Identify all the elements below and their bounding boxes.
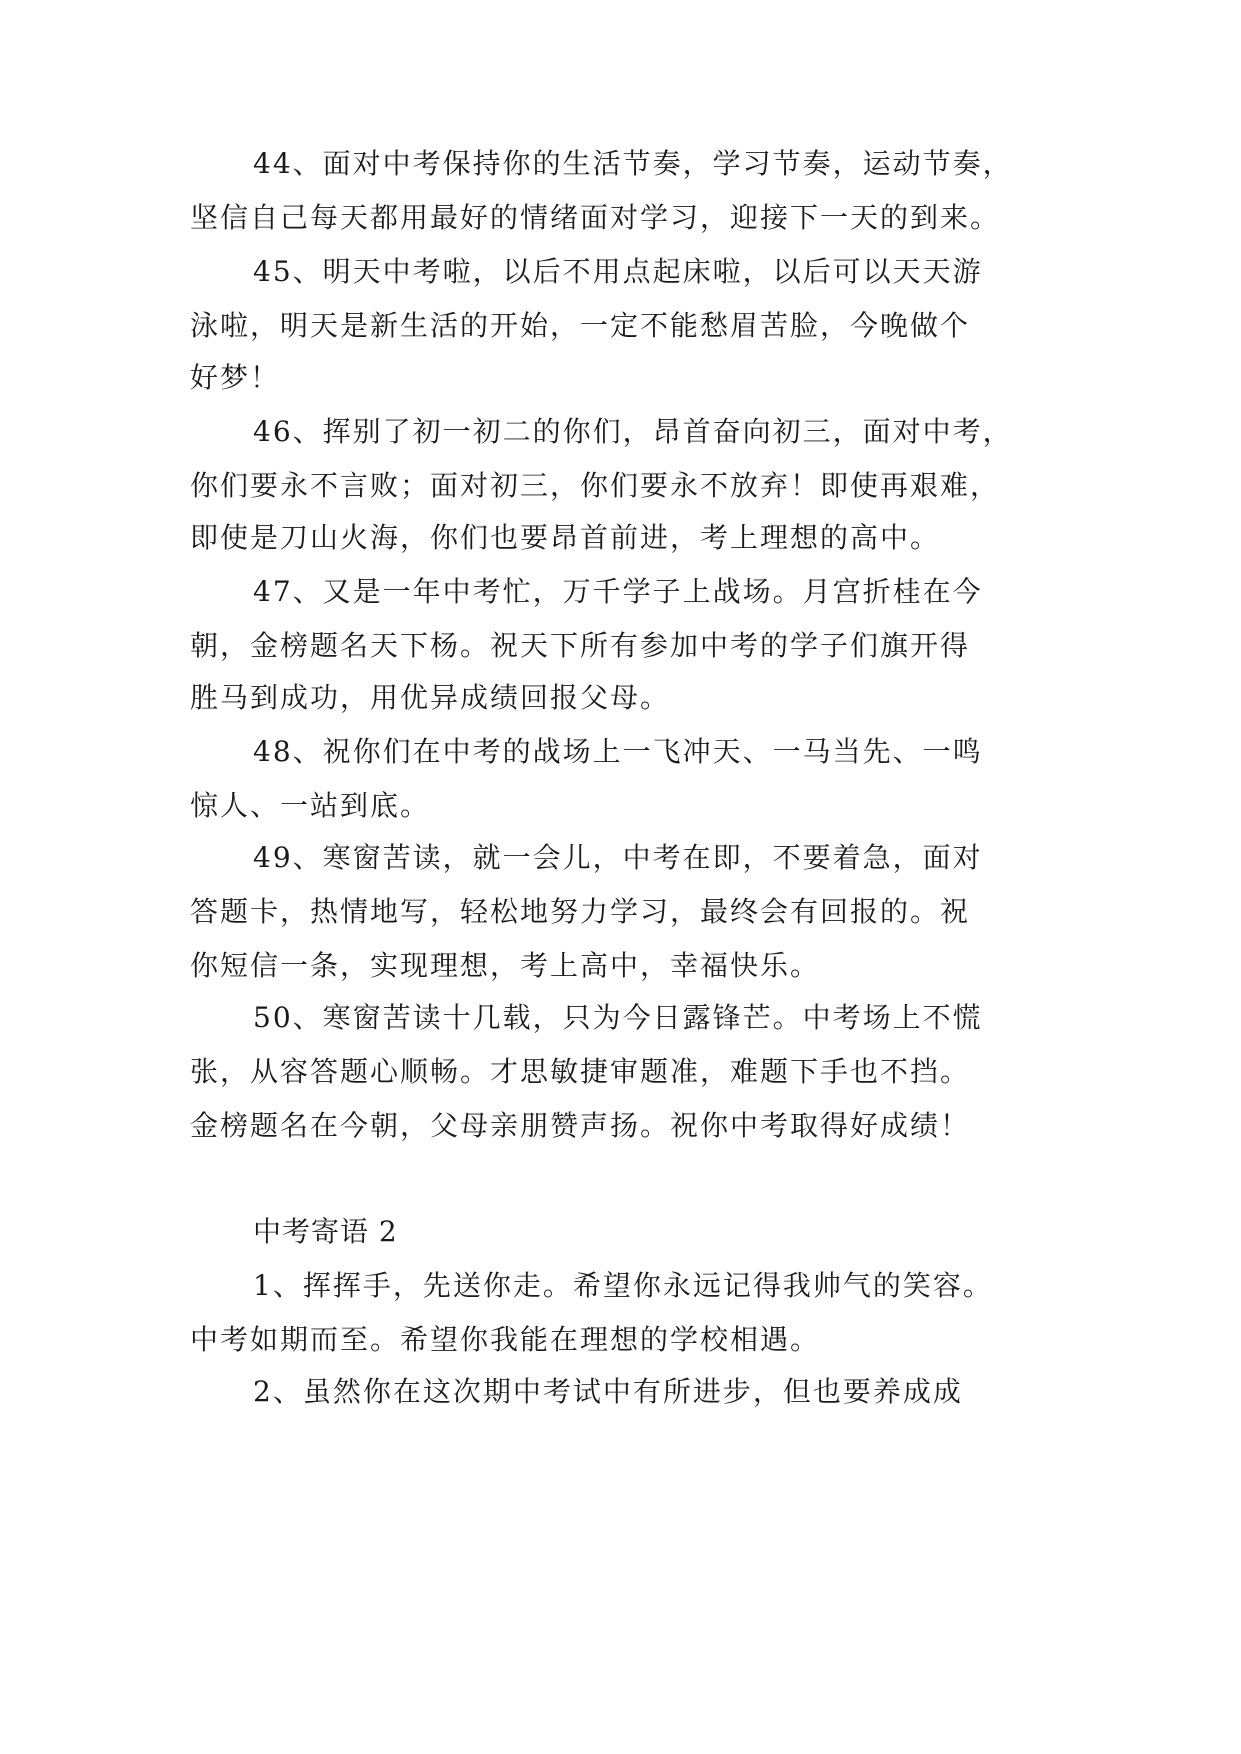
section-paragraph-1-line-2: 中考如期而至。希望你我能在理想的学校相遇。	[190, 1323, 821, 1356]
paragraph-47-line-2: 朝，金榜题名天下杨。祝天下所有参加中考的学子们旗开得	[190, 629, 971, 662]
paragraph-45-line-3: 好梦！	[190, 361, 281, 394]
paragraph-45-line-1: 45、明天中考啦，以后不用点起床啦，以后可以天天游	[253, 255, 983, 288]
paragraph-46-line-1: 46、挥别了初一初二的你们，昂首奋向初三，面对中考，	[253, 415, 1013, 448]
paragraph-46-line-2: 你们要永不言败；面对初三，你们要永不放弃！即使再艰难，	[190, 469, 1001, 502]
paragraph-49-line-1: 49、寒窗苦读，就一会儿，中考在即，不要着急，面对	[253, 841, 983, 874]
paragraph-45-line-2: 泳啦，明天是新生活的开始，一定不能愁眉苦脸，今晚做个	[190, 309, 971, 342]
paragraph-48-line-2: 惊人、一站到底。	[190, 789, 431, 822]
paragraph-44-line-1: 44、面对中考保持你的生活节奏，学习节奏，运动节奏，	[253, 147, 1013, 180]
section-heading: 中考寄语 2	[253, 1215, 398, 1248]
section-paragraph-1-line-1: 1、挥挥手，先送你走。希望你永远记得我帅气的笑容。	[253, 1269, 993, 1302]
paragraph-46-line-3: 即使是刀山火海，你们也要昂首前进，考上理想的高中。	[190, 521, 941, 554]
paragraph-48-line-1: 48、祝你们在中考的战场上一飞冲天、一马当先、一鸣	[253, 735, 983, 768]
paragraph-50-line-3: 金榜题名在今朝，父母亲朋赞声扬。祝你中考取得好成绩！	[190, 1109, 971, 1142]
paragraph-49-line-2: 答题卡，热情地写，轻松地努力学习，最终会有回报的。祝	[190, 895, 971, 928]
paragraph-50-line-1: 50、寒窗苦读十几载，只为今日露锋芒。中考场上不慌	[253, 1001, 983, 1034]
paragraph-49-line-3: 你短信一条，实现理想，考上高中，幸福快乐。	[190, 949, 821, 982]
paragraph-44-line-2: 坚信自己每天都用最好的情绪面对学习，迎接下一天的到来。	[190, 201, 1001, 234]
section-paragraph-2-line-1: 2、虽然你在这次期中考试中有所进步，但也要养成成	[253, 1375, 963, 1408]
paragraph-47-line-3: 胜马到成功，用优异成绩回报父母。	[190, 681, 671, 714]
paragraph-47-line-1: 47、又是一年中考忙，万千学子上战场。月宫折桂在今	[253, 575, 983, 608]
paragraph-50-line-2: 张，从容答题心顺畅。才思敏捷审题准，难题下手也不挡。	[190, 1055, 971, 1088]
